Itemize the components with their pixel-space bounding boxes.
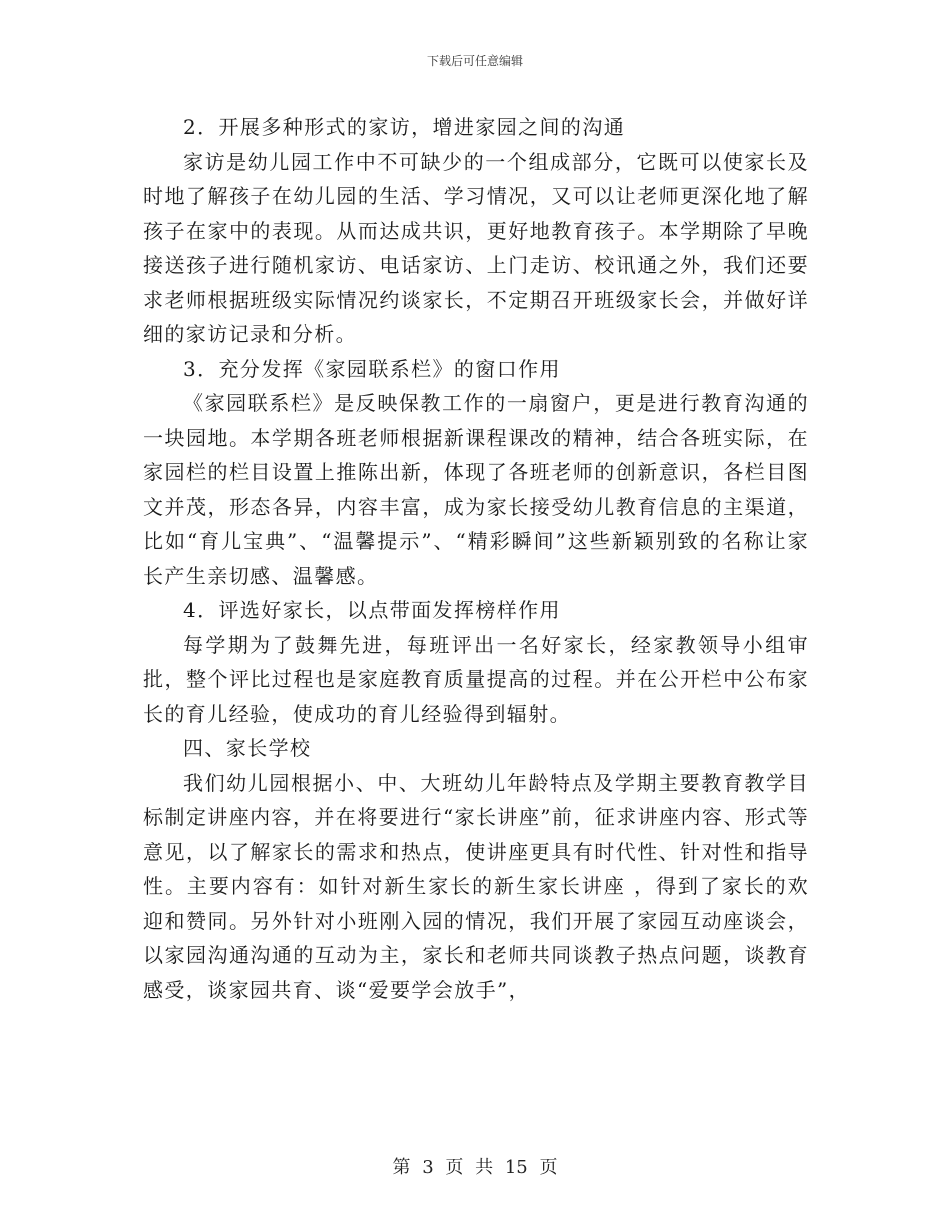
section-heading: 四、家长学校 [183, 736, 312, 760]
page-header: 下载后可任意编辑 [426, 54, 523, 68]
section-heading: 3．充分发挥《家园联系栏》的窗口作用 [183, 356, 561, 381]
paragraph: 我们幼儿园根据小、中、大班幼儿年龄特点及学期主要教育教学目标制定讲座内容，并在将要进行“家长讲座”前，征求讲座内容、形式等意见，以了解家长的需求和热点，使讲座更具有时代性、针对性和指导性。主要内容有：如针对新生家长的新生家长讲座 ，得到了家长的欢迎和赞同。另外针对小班刚入园的情况，我们开展了家园互动座谈会，以家园沟通沟通的互动为主，家长和老师共同谈教子热点问题，谈教育感受，谈家园共育、谈“爱要学会放手”， [143, 770, 809, 1002]
section-heading: 4．评选好家长，以点带面发挥榜样作用 [183, 598, 561, 622]
paragraph: 《家园联系栏》是反映保教工作的一扇窗户，更是进行教育沟通的一块园地。本学期各班老师根据新课程课改的精神，结合各班实际，在家园栏的栏目设置上推陈出新，体现了各班老师的创新意识，各栏目图文并茂，形态各异，内容丰富，成为家长接受幼儿教育信息的主渠道，比如“育儿宝典”、“温馨提示”、“精彩瞬间”这些新颖别致的名称让家长产生亲切感、温馨感。 [143, 391, 809, 588]
section-heading: 2．开展多种形式的家访，增进家园之间的沟通 [183, 115, 626, 139]
paragraph: 每学期为了鼓舞先进，每班评出一名好家长，经家教领导小组审批，整个评比过程也是家庭教育质量提高的过程。并在公开栏中公布家长的育儿经验，使成功的育儿经验得到辐射。 [143, 632, 809, 726]
paragraph: 家访是幼儿园工作中不可缺少的一个组成部分，它既可以使家长及时地了解孩子在幼儿园的生活、学习情况，又可以让老师更深化地了解孩子在家中的表现。从而达成共识，更好地教育孩子。本学期除了早晚接送孩子进行随机家访、电话家访、上门走访、校讯通之外，我们还要求老师根据班级实际情况约谈家长，不定期召开班级家长会，并做好详细的家访记录和分析。 [143, 149, 809, 346]
document-body [143, 110, 809, 1007]
page-footer: 第 3 页 共 15 页 [392, 1157, 558, 1178]
